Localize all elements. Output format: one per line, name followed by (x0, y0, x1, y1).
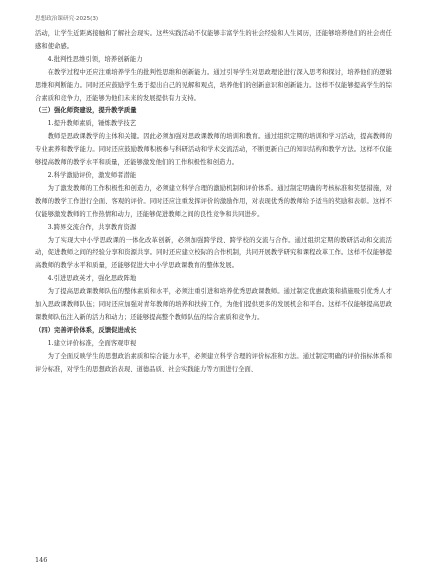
subheading: 2.科学激励评价，激发师者潜能 (47, 171, 137, 179)
paragraph: 为了全面反映学生的思想政治素质和综合能力水平，必须建立科学合理的评价标准和方法。通过制定明确的评价指标体系和评分标准，对学生的思想政治表现、道德品质、社会实践能力等方面进行全面、 (35, 352, 392, 373)
paragraph: 在教学过程中还应注重培养学生的批判性思维和创新能力。通过引导学生对思政理论进行深入思考和探讨，培养他们的逻辑思维和判断能力。同时还应鼓励学生勇于提出自己的见解和观点，培养他们的创新意识和创新能力。这样不仅能够提高学生的综合素质和竞争力，还能够为他们未来的发展提供有力支持。 (35, 68, 392, 102)
paragraph: 为了激发教师的工作积极性和创造力，必须建立科学合理的激励机制和评价体系。通过制定明确的考核标准和奖惩措施，对教师的教学工作进行全面、客观的评价。同时还应注重发挥评价的激励作用，对表现优秀的教师给予适当的奖励和表彰。这样不仅能够激发教师的工作热情和动力，还能够促进教师之间的良性竞争和共同进步。 (35, 184, 392, 218)
body-text (35, 28, 392, 376)
subheading: 1.提升教师素质，锤炼教学技艺 (47, 120, 137, 128)
running-header: 思想政治课研究·2025(3) (35, 16, 99, 22)
subheading: 4.引进思政英才，强化思政阵地 (47, 275, 137, 283)
paragraph: 为了实现大中小学思政课的一体化改革创新，必须加强跨学段、跨学校的交流与合作。通过组织定期的教研活动和交流活动，促进教师之间的经验分享和资源共享。同时还应建立校际的合作机制，共同开展教学研究和课程改革工作。这样不仅能够提高教师的教学水平和质量，还能够促进大中小学思政课教育的整体发展。 (35, 236, 392, 270)
section-heading: （四）完善评价体系，反馈促进成长 (35, 326, 137, 334)
subheading: 4.批判性思维引领，培养创新能力 (47, 55, 143, 63)
section-heading: （三）强化师资建设，提升教学质量 (35, 107, 137, 115)
subheading: 1.建立评价标准，全面客观审视 (47, 339, 137, 347)
paragraph: 活动，让学生近距离接触和了解社会现实。这些实践活动不仅能够丰富学生的社会经验和人生阅历，还能够培养他们的社会责任感和使命感。 (35, 30, 392, 50)
subheading: 3.跨界交流合作，共享教育资源 (47, 223, 137, 231)
paragraph: 为了提高思政课教师队伍的整体素质和水平，必须注重引进和培养优秀思政课教师。通过制定优惠政策和措施吸引优秀人才加入思政课教师队伍；同时还应加强对青年教师的培养和扶持工作，为他们提供更多的发展机会和平台。这样不仅能够提高思政课教师队伍注入新的活力和动力；还能够提高整个教师队伍的综合素质和竞争力。 (35, 288, 392, 321)
page-number: 146 (35, 556, 48, 564)
paragraph: 教师是思政课教学的主体和关键。因此必须加强对思政课教师的培训和教育。通过组织定期的培训和学习活动，提高教师的专业素养和教学能力。同时还应鼓励教师积极参与科研活动和学术交流活动，不断更新自己的知识结构和教学方法。这样不仅能够提高教师的教学水平和质量，还能够激发他们的工作积极性和创造力。 (35, 133, 392, 167)
